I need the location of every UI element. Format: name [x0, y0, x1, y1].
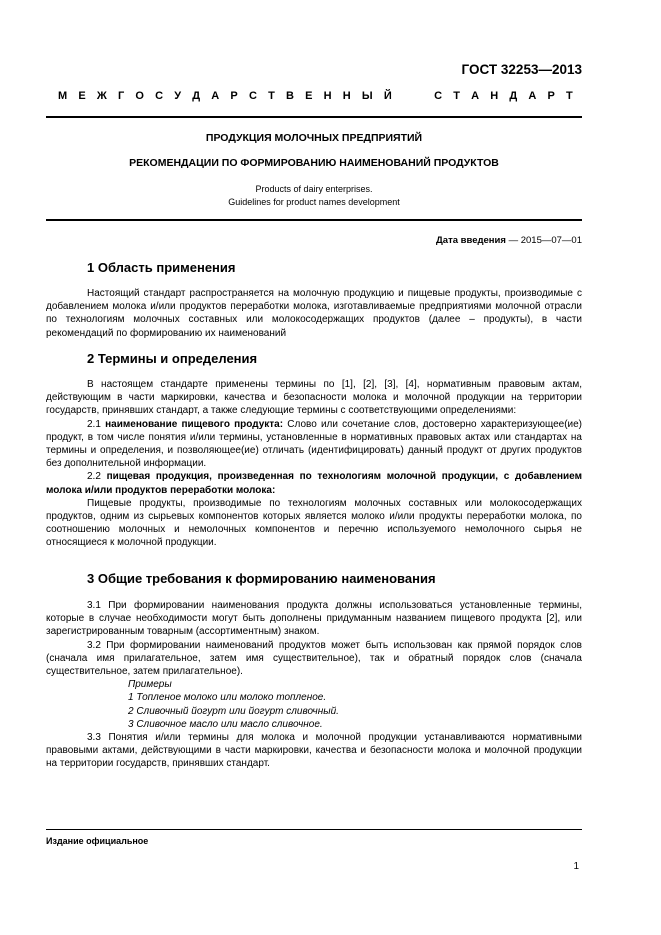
- banner-letter-1-9: Р: [230, 90, 238, 102]
- section-3-heading: 3 Общие требования к формированию наименования: [87, 571, 436, 586]
- section-2-intro: В настоящем стандарте применены термины по [1], [2], [3], [4], нормативным правовым актам, действующим в части маркировки, качества и безопасности молока и молочной продукции на территории государств, принявших стандарт, а также следующие термины с соответствующими определениями:: [46, 379, 582, 417]
- title-rule: [46, 219, 582, 221]
- banner-letter-2-0: С: [434, 90, 443, 102]
- english-title-line-1: Products of dairy enterprises.: [255, 184, 373, 194]
- banner-letter-1-8: А: [211, 90, 220, 102]
- clause-3-1: 3.1 При формировании наименования продукта должны использоваться установленные термины, которые в случае необходимости могут быть дополнены придуманным названием пищевого продукта [2], или зарегистрированным товарным (ассортиментным) знаком.: [46, 600, 582, 638]
- example-1: 1 Топленое молоко или молоко топленое.: [128, 692, 327, 704]
- banner-letter-1-13: Е: [305, 90, 313, 102]
- banner-letter-1-1: Е: [78, 90, 86, 102]
- banner-letter-1-14: Н: [323, 90, 332, 102]
- term-2-2-term: пищевая продукция, произведенная по технологиям молочной продукции, с добавлением молока и/или продуктов переработки молока:: [46, 471, 582, 496]
- banner-letter-1-3: Г: [117, 90, 125, 102]
- banner-letter-2-4: Д: [509, 90, 518, 102]
- banner-letter-1-10: С: [248, 90, 257, 102]
- banner-letter-1-0: М: [58, 90, 68, 102]
- banner-letter-1-16: Ы: [361, 90, 373, 102]
- banner-letter-1-17: Й: [383, 90, 392, 102]
- banner-letter-1-4: О: [135, 90, 144, 102]
- term-2-2-number: 2.2: [87, 471, 101, 483]
- section-1-heading: 1 Область применения: [87, 260, 236, 275]
- banner-letter-1-11: Т: [268, 90, 275, 102]
- term-2-2: [46, 470, 582, 496]
- introduction-date-label: Дата введения: [436, 235, 506, 246]
- section-1-text: Настоящий стандарт распространяется на молочную продукцию и пищевые продукты, производимые с добавлением молока и/или продуктов переработки молока, изготавливаемые предприятиями молочной отрасли по технологиям молочных составных или молокосодержащих продуктов (далее – продукты), в части рекомендаций по формированию их наименований: [46, 288, 582, 339]
- example-2: 2 Сливочный йогурт или йогурт сливочный.: [128, 705, 339, 717]
- section-1-body: [46, 287, 582, 340]
- banner-letter-2-5: А: [528, 90, 537, 102]
- banner-letter-1-2: Ж: [96, 90, 107, 102]
- banner-letter-2-6: Р: [547, 90, 555, 102]
- interstate-standard-banner: [58, 90, 573, 102]
- examples-label: Примеры: [128, 679, 172, 691]
- term-2-1: [46, 418, 582, 471]
- banner-letter-2-3: Н: [490, 90, 499, 102]
- banner-letter-1-12: В: [285, 90, 294, 102]
- header-rule: [46, 116, 582, 118]
- english-title-line-2: Guidelines for product names development: [228, 197, 400, 207]
- term-2-1-term: наименование пищевого продукта:: [105, 418, 284, 430]
- english-title: [46, 183, 582, 209]
- introduction-date: [436, 235, 582, 246]
- banner-letter-2-1: Т: [453, 90, 460, 102]
- section-2-heading: 2 Термины и определения: [87, 351, 258, 366]
- clause-3-2: 3.2 При формировании наименований продуктов может быть использован как прямой порядок слов (сначала имя прилагательное, затем имя существительное), так и обратный порядок слов (сначала существительное, затем прилагательное).: [46, 639, 582, 678]
- clause-3-3: 3.3 Понятия и/или термины для молока и молочной продукции устанавливаются нормативными правовыми актами, действующими в части маркировки, качества и безопасности молока и молочной продукции на территории государств, принявших стандарт.: [46, 732, 582, 770]
- banner-letter-1-7: Д: [192, 90, 201, 102]
- banner-letter-2-2: А: [471, 90, 480, 102]
- document-code: ГОСТ 32253—2013: [461, 62, 582, 77]
- term-2-1-number: 2.1: [87, 418, 101, 430]
- section-2-body: [46, 378, 582, 550]
- banner-letter-1-5: С: [155, 90, 164, 102]
- example-3: 3 Сливочное масло или масло сливочное.: [128, 718, 323, 730]
- official-edition-label: Издание официальное: [46, 836, 149, 846]
- banner-letter-1-6: У: [174, 90, 182, 102]
- term-2-1-definition: Слово или сочетание слов, достоверно характеризующее(ие) продукт, в том числе понятия и/или термины, установленные в нормативных правовых актах или стандартах на термины и определения, и позволяющее(ие) отличать (идентифицировать) данный продукт от других продуктов без дополнительной информации.: [46, 418, 583, 470]
- term-2-2-definition: Пищевые продукты, производимые по технологиям молочных составных или молокосодержащих продуктов, одним из сырьевых компонентов которых является молоко и/или продукты переработки молока, по соотношению молочных и немолочных компонентов и перечню используемого немолочного сырья не относящиеся к молочной продукции.: [46, 497, 582, 549]
- section-3-body: [46, 599, 582, 771]
- introduction-date-value: — 2015—07—01: [508, 235, 582, 246]
- title-line-1: ПРОДУКЦИЯ МОЛОЧНЫХ ПРЕДПРИЯТИЙ: [205, 132, 423, 144]
- title-line-2: РЕКОМЕНДАЦИИ ПО ФОРМИРОВАНИЮ НАИМЕНОВАНИЙ ПРОДУКТОВ: [129, 157, 499, 169]
- banner-word-gap: [403, 90, 423, 102]
- banner-letter-1-15: Н: [342, 90, 351, 102]
- banner-letter-2-7: Т: [566, 90, 573, 102]
- footer-rule: [46, 829, 582, 830]
- page-number: 1: [573, 861, 579, 872]
